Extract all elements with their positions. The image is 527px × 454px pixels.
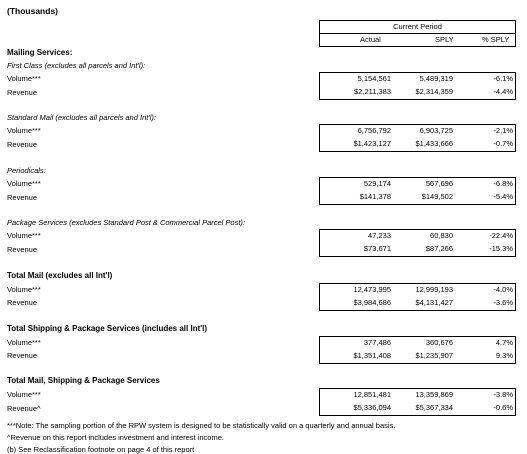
row-label: Volume***: [7, 338, 41, 347]
pct-value: -22.4%: [489, 231, 513, 240]
footnote: ***Note: The sampling portion of the RPW system is designed to be statistically valid on a quarterly and annual basis.: [7, 421, 396, 430]
sply-value: 360,676: [425, 338, 453, 347]
actual-value: 12,473,995: [353, 285, 391, 294]
actual-value: $1,423,127: [353, 139, 391, 148]
actual-value: 529,174: [363, 179, 391, 188]
actual-value: $141,378: [359, 192, 391, 201]
pct-value: -3.8%: [493, 390, 513, 399]
actual-value: 12,851,481: [353, 390, 391, 399]
footnote: ^Revenue on this report includes investment and interest income.: [7, 433, 224, 442]
pct-value: 9.3%: [495, 351, 513, 360]
actual-value: 377,486: [363, 338, 391, 347]
section-title: Total Mail, Shipping & Package Services: [7, 376, 160, 385]
pct-value: -0.6%: [493, 403, 513, 412]
actual-value: 47,233: [368, 231, 391, 240]
sply-value: 567,696: [425, 179, 453, 188]
sply-value: 5,489,319: [419, 74, 453, 83]
actual-value: 5,154,561: [357, 74, 391, 83]
col-sply-header: SPLY: [435, 35, 454, 44]
row-label: Revenue^: [7, 404, 41, 413]
values-box: [319, 388, 516, 416]
section-title: Total Shipping & Package Services (includes all Int'l): [7, 324, 208, 333]
sply-value: $1,433,666: [415, 139, 453, 148]
period-title: Current Period: [393, 22, 442, 31]
section-subtitle: Standard Mail (excludes all parcels and Int'l):: [7, 113, 157, 122]
row-label: Volume***: [7, 74, 41, 83]
actual-value: 6,756,792: [357, 126, 391, 135]
pct-value: -2.1%: [493, 126, 513, 135]
row-label: Revenue: [7, 298, 38, 307]
sply-value: $149,502: [421, 192, 453, 201]
sply-value: $5,367,334: [415, 403, 453, 412]
units-label: (Thousands): [7, 6, 58, 16]
values-box: [319, 124, 516, 152]
sply-value: $4,131,427: [415, 298, 453, 307]
row-label: Volume***: [7, 285, 41, 294]
pct-value: -0.7%: [493, 139, 513, 148]
pct-value: -6.1%: [493, 74, 513, 83]
sply-value: $87,266: [425, 244, 453, 253]
section-title: Mailing Services:: [7, 48, 73, 57]
section-title: Total Mail (excludes all Int'l): [7, 271, 113, 280]
actual-value: $3,984,686: [353, 298, 391, 307]
row-label: Revenue: [7, 245, 38, 254]
row-label: Volume***: [7, 126, 41, 135]
section-subtitle: First Class (excludes all parcels and Int'l):: [7, 61, 146, 70]
row-label: Revenue: [7, 193, 38, 202]
footnote: (b) See Reclassification footnote on page 4 of this report: [7, 445, 195, 454]
sply-value: $1,235,907: [415, 351, 453, 360]
row-label: Revenue: [7, 88, 38, 97]
row-label: Volume***: [7, 390, 41, 399]
actual-value: $2,211,383: [354, 87, 391, 96]
sply-value: 13,359,869: [415, 390, 453, 399]
values-box: [319, 229, 516, 257]
pct-value: 4.7%: [495, 338, 513, 347]
values-box: [319, 72, 516, 100]
column-header: [319, 20, 516, 47]
values-box: [319, 336, 516, 364]
values-box: [319, 177, 516, 205]
pct-value: -4.4%: [493, 87, 513, 96]
col-pct-header: % SPLY: [482, 35, 510, 44]
sply-value: 60,830: [430, 231, 453, 240]
row-label: Volume***: [7, 231, 41, 240]
sply-value: 12,999,193: [415, 285, 453, 294]
row-label: Revenue: [7, 351, 38, 360]
pct-value: -4.0%: [493, 285, 513, 294]
row-label: Revenue: [7, 140, 38, 149]
sply-value: 6,903,725: [419, 126, 453, 135]
pct-value: -6.8%: [493, 179, 513, 188]
pct-value: -5.4%: [493, 192, 513, 201]
actual-value: $73,671: [363, 244, 391, 253]
sply-value: $2,314,359: [415, 87, 453, 96]
actual-value: $1,351,408: [353, 351, 391, 360]
col-actual-header: Actual: [360, 35, 381, 44]
row-label: Volume***: [7, 179, 41, 188]
section-subtitle: Package Services (excludes Standard Post & Commercial Parcel Post):: [7, 218, 246, 227]
pct-value: -15.3%: [489, 244, 513, 253]
section-subtitle: Periodicals:: [7, 166, 46, 175]
values-box: [319, 283, 516, 311]
actual-value: $5,336,094: [353, 403, 391, 412]
pct-value: -3.6%: [493, 298, 513, 307]
